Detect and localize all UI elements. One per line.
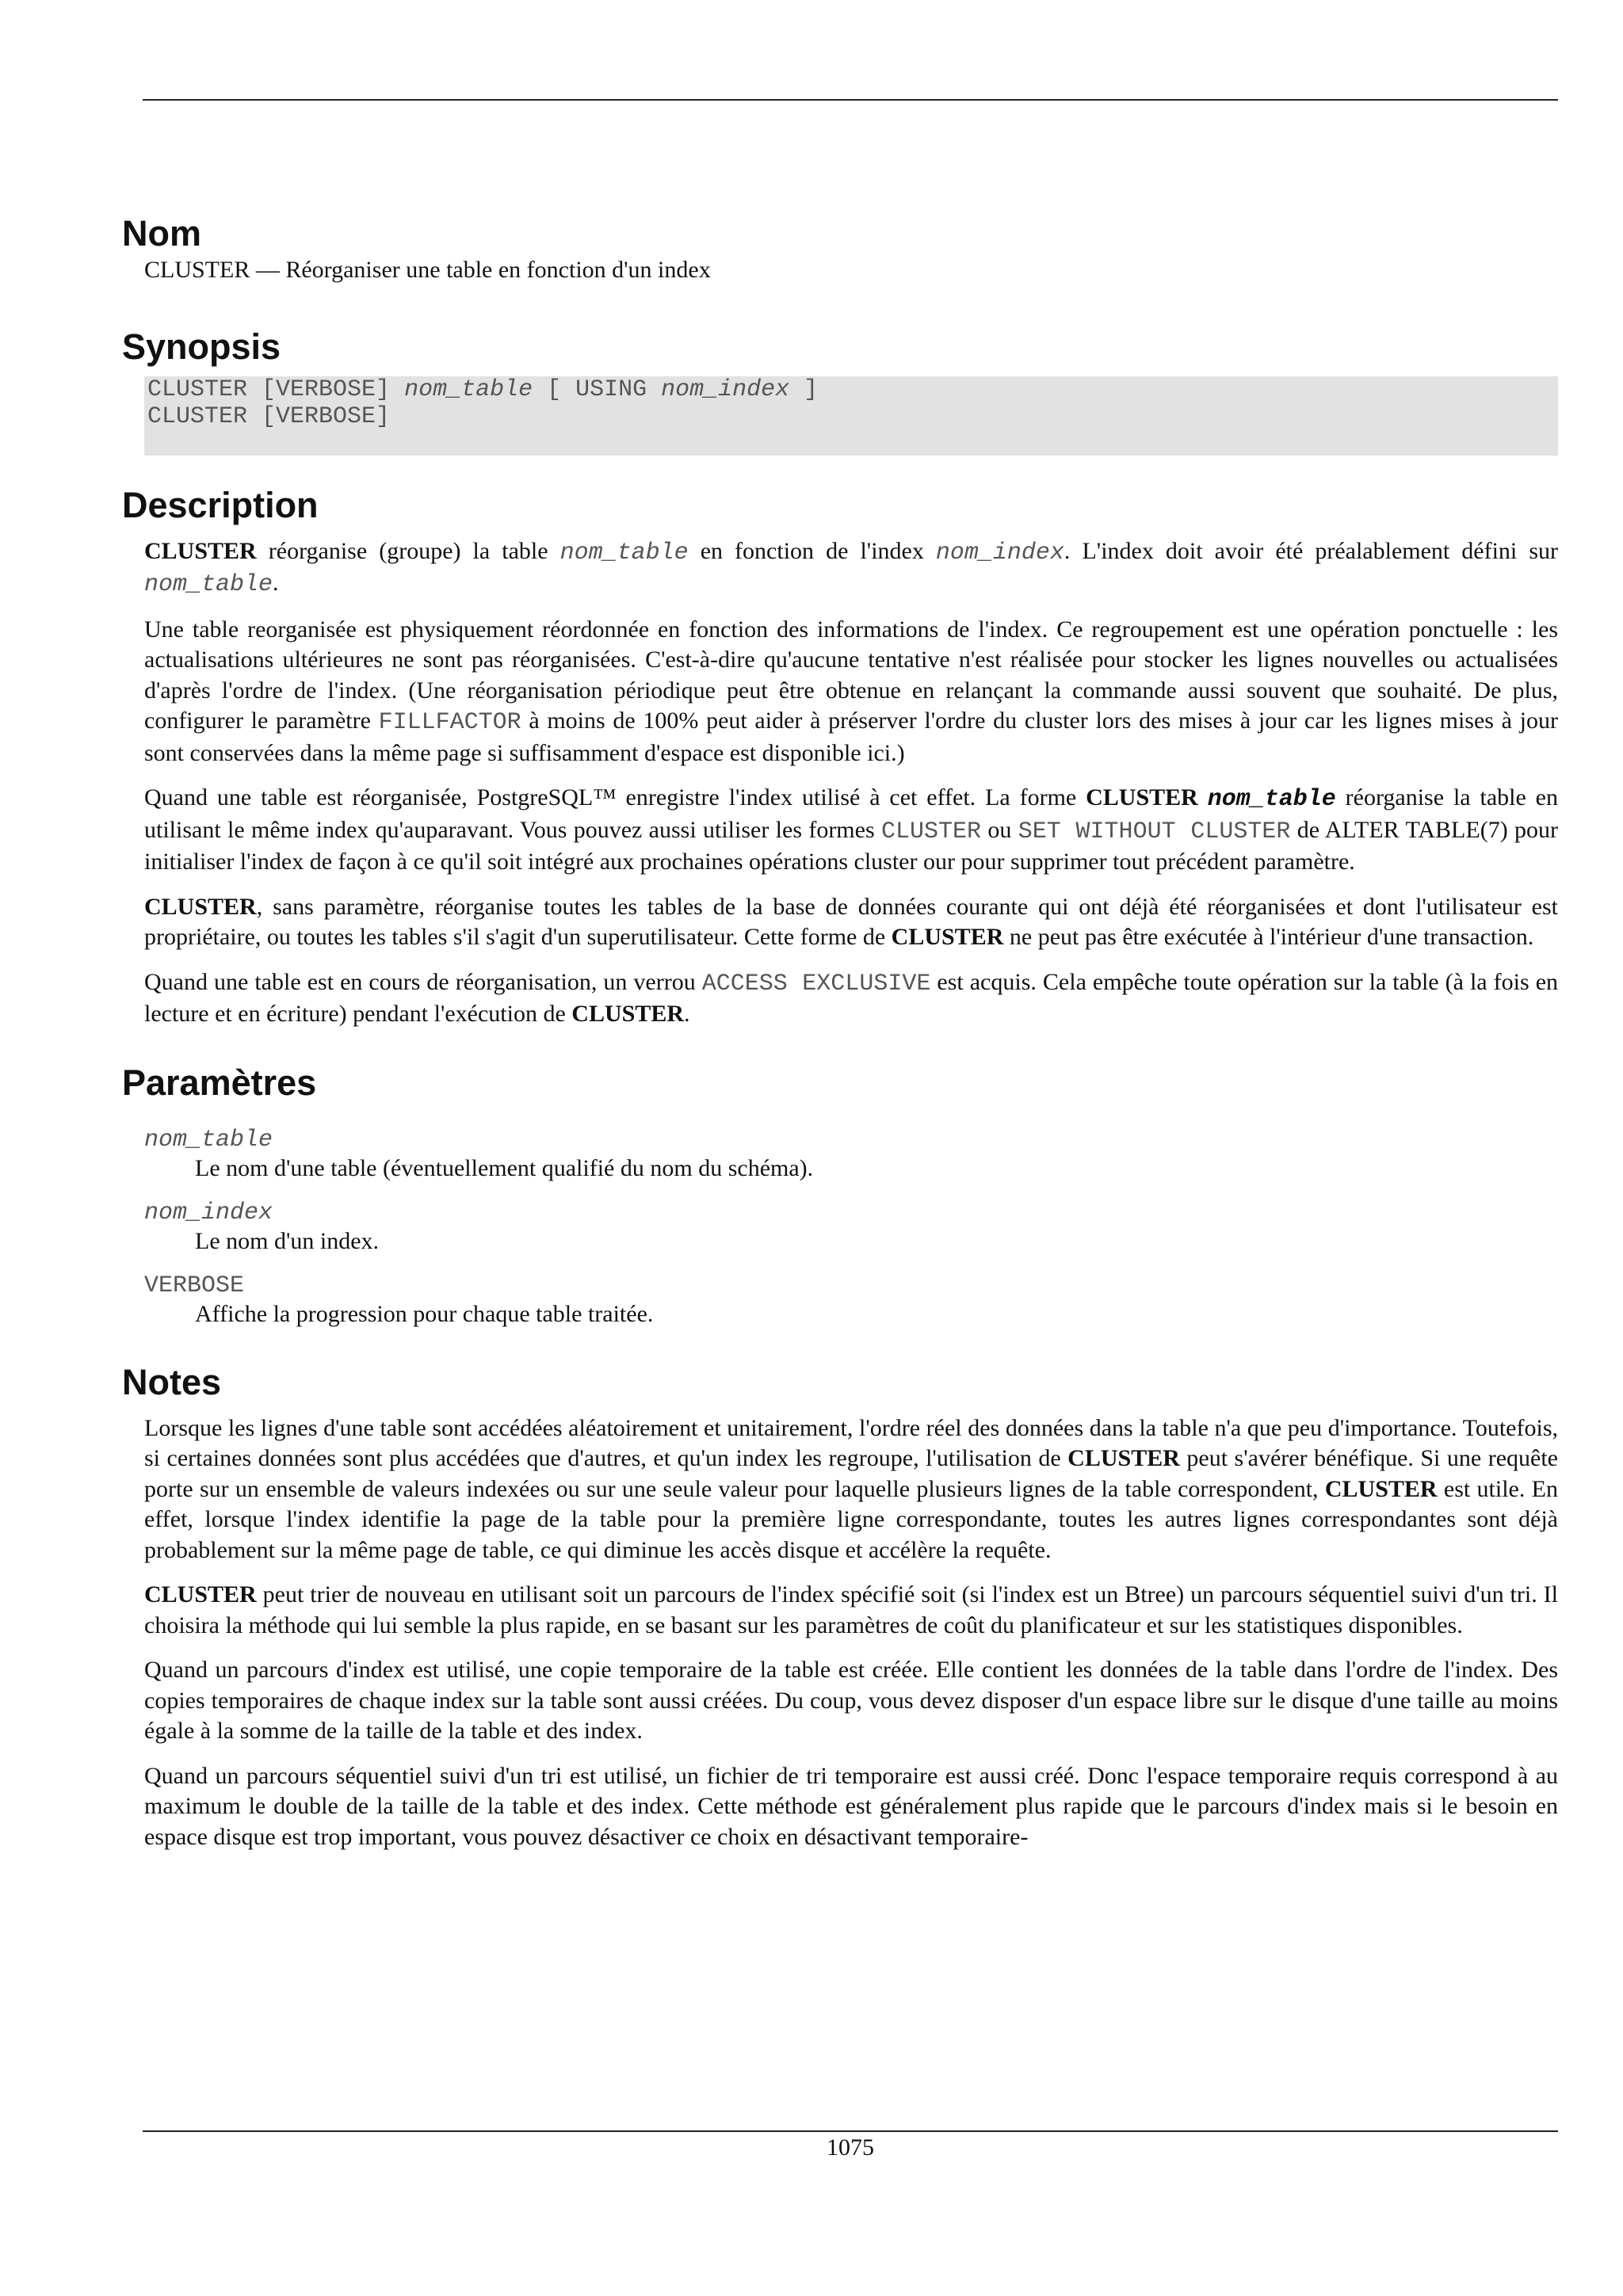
text: Quand une table est réorganisée, PostgreSQL™ enregistre l'index utilisé à cet effet. La forme <box>144 784 1086 810</box>
synopsis-line-2: CLUSTER [VERBOSE] <box>147 402 391 430</box>
section-nom <box>122 212 1558 286</box>
notes-paragraph-2 <box>144 1580 1558 1641</box>
description-paragraph-1 <box>144 536 1558 601</box>
text: Quand une table est en cours de réorganisation, un verrou <box>144 968 702 995</box>
code-text: [ USING <box>533 376 662 403</box>
text: . <box>684 1001 690 1027</box>
parameter-definition: Le nom d'un index. <box>195 1227 380 1254</box>
param-name: nom_index <box>935 539 1064 566</box>
heading-parametres: Paramètres <box>122 1062 317 1103</box>
heading-nom: Nom <box>122 213 201 254</box>
text: en fonction de l'index <box>688 537 936 564</box>
command-name: CLUSTER <box>144 1581 257 1608</box>
text: ou <box>981 816 1018 843</box>
section-description <box>122 484 1558 1030</box>
section-parametres <box>122 1062 1558 1329</box>
param-name: nom_table <box>559 539 689 566</box>
section-notes <box>122 1361 1558 1853</box>
heading-synopsis: Synopsis <box>122 326 281 367</box>
text: Lorsque les lignes d'une table sont accédées aléatoirement et unitairement, l'ordre réel des données dans la table n'a que peu d'importance. Toutefois, si certaines données sont plus accédées que d'autres, et qu'un index les regroupe, l'utilisation de <box>144 1414 1558 1471</box>
command-name: CLUSTER <box>1086 784 1208 810</box>
parameter-definition: Le nom d'une table (éventuellement qualifié du nom du schéma). <box>195 1154 814 1181</box>
footer-rule <box>143 2130 1558 2132</box>
text: peut trier de nouveau en utilisant soit un parcours de l'index spécifié soit (si l'index est un Btree) un parcours séquentiel suivi d'un tri. Il choisira la méthode qui lui semble la plus rapide, en se basant sur les paramètres de coût du planificateur et sur les statistiques disponibles. <box>144 1581 1558 1638</box>
code-text: CLUSTER [VERBOSE] <box>147 376 405 403</box>
text: . L'index doit avoir été préalablement défini sur <box>1064 537 1558 564</box>
synopsis-code-block <box>144 376 1558 456</box>
text: est acquis. Cela empêche toute opération sur la table (à la fois en lecture et en écriture) pendant l'exécution de <box>144 968 1559 1027</box>
command-name: CLUSTER <box>891 924 1004 950</box>
text: ne peut pas être exécutée à l'intérieur d'une transaction. <box>1003 924 1534 950</box>
code-text: ] <box>789 376 819 403</box>
literal: ACCESS EXCLUSIVE <box>701 970 931 997</box>
heading-description: Description <box>122 484 319 525</box>
description-paragraph-5 <box>144 967 1558 1030</box>
literal: SET WITHOUT CLUSTER <box>1018 818 1291 845</box>
heading-notes: Notes <box>122 1361 222 1402</box>
section-synopsis <box>122 326 1558 456</box>
command-name: CLUSTER <box>1324 1475 1438 1502</box>
description-paragraph-4 <box>144 892 1558 953</box>
parameter-term: nom_table <box>144 1126 273 1154</box>
command-name: CLUSTER <box>1067 1445 1180 1471</box>
command-name: CLUSTER <box>571 1001 685 1027</box>
parameter-term: VERBOSE <box>144 1272 245 1299</box>
nom-text: CLUSTER — Réorganiser une table en fonction d'un index <box>144 257 711 283</box>
text: de ALTER TABLE(7) pour initialiser l'index de façon à ce qu'il soit intégré aux prochaines opérations cluster our pour supprimer tout précédent paramètre. <box>144 816 1559 875</box>
text: est utile. En effet, lorsque l'index identifie la page de la table pour la première ligne correspondante, toutes les autres lignes correspondantes sont déjà probablement sur la même page de table, ce qui diminue les accès disque et accélère la requête. <box>144 1475 1558 1563</box>
text: à moins de 100% peut aider à préserver l'ordre du cluster lors des mises à jour car les lignes mises à jour sont conservées dans la même page si suffisamment d'espace est disponible ici.) <box>144 707 1558 766</box>
text: peut s'avérer bénéfique. Si une requête porte sur un ensemble de valeurs indexées ou sur une seule valeur pour laquelle plusieurs lignes de la table correspondent, <box>144 1445 1558 1502</box>
text: . <box>273 570 279 596</box>
parameter-definition: Affiche la progression pour chaque table traitée. <box>195 1300 654 1327</box>
literal: FILLFACTOR <box>378 709 521 736</box>
command-name: CLUSTER <box>144 893 257 920</box>
text: réorganise (groupe) la table <box>256 537 560 564</box>
text: Une table reorganisée est physiquement réordonnée en fonction des informations de l'index. Ce regroupement est une opération ponctuelle : les actualisations ultérieures ne sont pas réorganisées. C'est-à-dire qu'aucune tentative n'est réalisée pour stocker les lignes nouvelles ou actualisées d'après l'ordre de l'index. (Une réorganisation périodique peut être obtenue en relançant la commande aussi souvent que souhaité. De plus, configurer le paramètre <box>144 616 1558 734</box>
param-name: nom_table <box>1207 786 1336 813</box>
description-paragraph-2 <box>144 615 1558 769</box>
literal: CLUSTER <box>880 818 982 845</box>
parameter-list <box>144 1127 1558 1329</box>
description-paragraph-3 <box>144 783 1558 878</box>
header-rule <box>143 99 1558 101</box>
page-number: 1075 <box>827 2134 874 2161</box>
command-name: CLUSTER <box>144 537 257 564</box>
text: , sans paramètre, réorganise toutes les tables de la base de données courante qui ont déjà été réorganisées et dont l'utilisateur est propriétaire, ou toutes les tables s'il s'agit d'un superutilisateur. Cette forme de <box>144 893 1558 950</box>
page-content <box>122 212 1558 1852</box>
code-param: nom_table <box>404 376 533 403</box>
code-param: nom_index <box>661 376 790 403</box>
notes-paragraph-4: Quand un parcours séquentiel suivi d'un tri est utilisé, un fichier de tri temporaire est aussi créé. Donc l'espace temporaire requis correspond à au maximum le double de la taille de la table et des index. Cette méthode est généralement plus rapide que le parcours d'index mais si le besoin en espace disque est trop important, vous pouvez désactiver ce choix en désactivant temporaire- <box>144 1762 1558 1850</box>
param-name: nom_table <box>144 571 273 598</box>
notes-paragraph-1 <box>144 1413 1558 1566</box>
synopsis-line-1 <box>147 376 1555 403</box>
text: réorganise la table en utilisant le même index qu'auparavant. Vous pouvez aussi utiliser les formes <box>144 784 1558 843</box>
parameter-term: nom_index <box>144 1199 273 1226</box>
notes-paragraph-3: Quand un parcours d'index est utilisé, une copie temporaire de la table est créée. Elle contient les données de la table dans l'ordre de l'index. Des copies temporaires de chaque index sur la table sont aussi créées. Du coup, vous devez disposer d'un espace libre sur le disque d'une taille au moins égale à la somme de la taille de la table et des index. <box>144 1657 1558 1744</box>
